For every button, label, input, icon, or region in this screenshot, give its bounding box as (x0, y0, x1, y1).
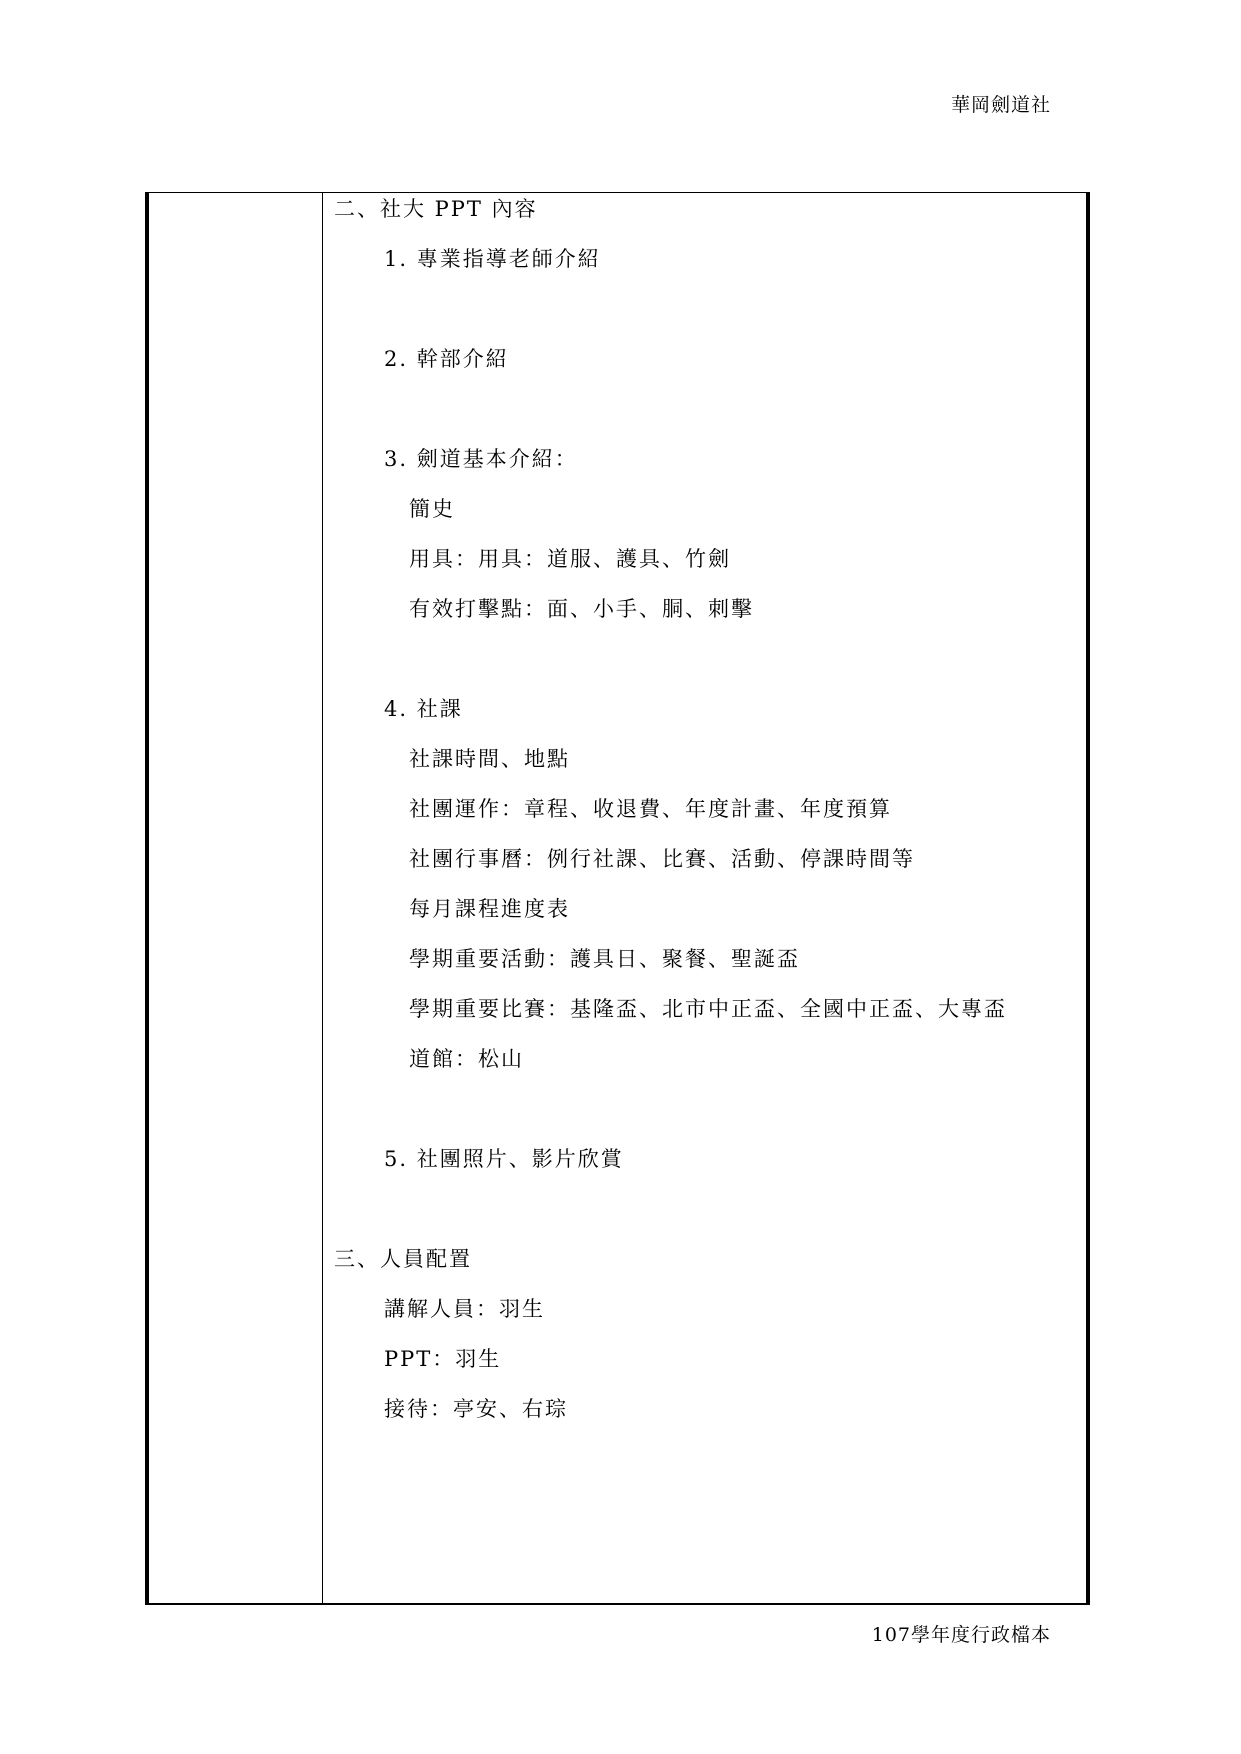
item3-line: 簡史 (409, 497, 455, 521)
item4-label: 4. 社課 (384, 697, 463, 721)
item4-line: 社團行事曆：例行社課、比賽、活動、停課時間等 (409, 847, 915, 871)
item5-label: 5. 社團照片、影片欣賞 (384, 1147, 624, 1171)
section3-line: 接待：亭安、右琮 (384, 1397, 568, 1421)
page-header: 華岡劍道社 (950, 94, 1051, 116)
item3-line: 用具：用具：道服、護具、竹劍 (409, 547, 731, 571)
section3-line: 講解人員：羽生 (384, 1297, 545, 1321)
item4-line: 學期重要活動：護具日、聚餐、聖誕盃 (409, 947, 800, 971)
section3-title: 三、人員配置 (334, 1247, 472, 1271)
item1-label: 1. 專業指導老師介紹 (384, 247, 601, 271)
content-table (145, 192, 1090, 1605)
item4-line: 道館：松山 (409, 1047, 524, 1071)
section3-line: PPT：羽生 (384, 1347, 502, 1371)
item4-line: 社課時間、地點 (409, 747, 570, 771)
table-left-column (149, 193, 323, 1603)
item3-line: 有效打擊點：面、小手、胴、刺擊 (409, 597, 754, 621)
item4-line: 學期重要比賽：基隆盃、北市中正盃、全國中正盃、大專盃 (409, 997, 1007, 1021)
item4-line: 社團運作：章程、收退費、年度計畫、年度預算 (409, 797, 892, 821)
page-footer: 107學年度行政檔本 (871, 1624, 1051, 1646)
section2-title: 二、社大 PPT 內容 (334, 197, 538, 221)
item2-label: 2. 幹部介紹 (384, 347, 509, 371)
item3-label: 3. 劍道基本介紹： (384, 447, 578, 471)
item4-line: 每月課程進度表 (409, 897, 570, 921)
